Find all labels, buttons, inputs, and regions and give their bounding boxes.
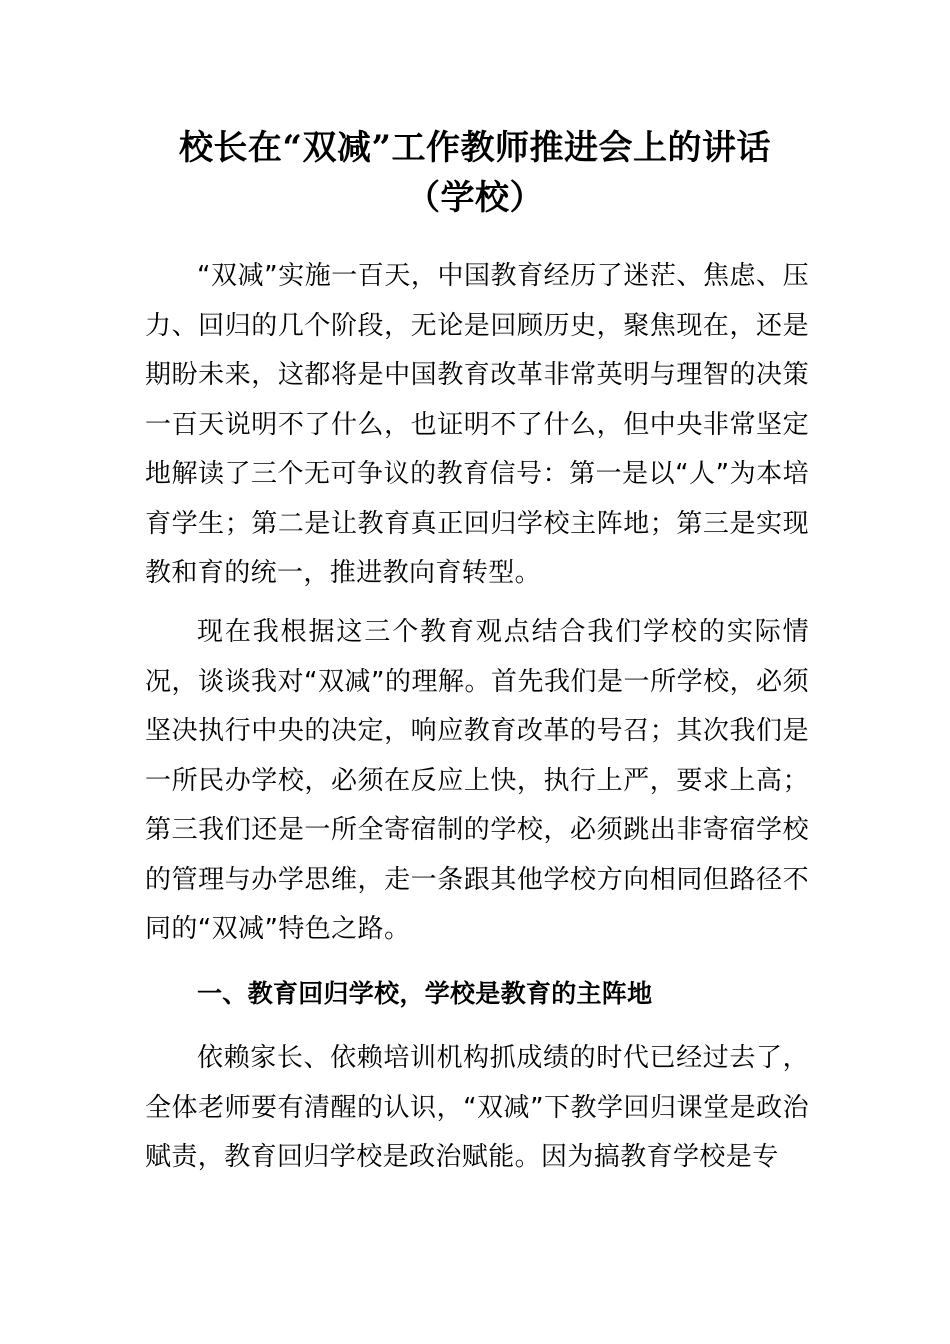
paragraph-understanding: 现在我根据这三个教育观点结合我们学校的实际情况，谈谈我对“双减”的理解。首先我们是一所学校，必须坚决执行中央的决定，响应教育改革的号召；其次我们是一所民办学校，必须在反应上快，执行上严，要求上高；第三我们还是一所全寄宿制的学校，必须跳出非寄宿学校的管理与办学思维，走一条跟其他学校方向相同但路径不同的“双减”特色之路。 [145,617,809,944]
document-title: 校长在“双减”工作教师推进会上的讲话 [178,128,772,168]
document-subtitle: （学校） [406,178,544,218]
paragraph-intro: “双减”实施一百天，中国教育经历了迷茫、焦虑、压力、回归的几个阶段，无论是回顾历史，聚焦现在，还是期盼未来，这都将是中国教育改革非常英明与理智的决策一百天说明不了什么，也证明不了什么，但中央非常坚定地解读了三个无可争议的教育信号：第一是以“人”为本培育学生；第二是让教育真正回归学校主阵地；第三是实现教和育的统一，推进教向育转型。 [145,261,809,588]
section-heading-1: 一、教育回归学校，学校是教育的主阵地 [197,979,653,1008]
paragraph-section-1: 依赖家长、依赖培训机构抓成绩的时代已经过去了，全体老师要有清醒的认识，“双减”下教学回归课堂是政治赋责，教育回归学校是政治赋能。因为搞教育学校是专 [145,1043,809,1172]
